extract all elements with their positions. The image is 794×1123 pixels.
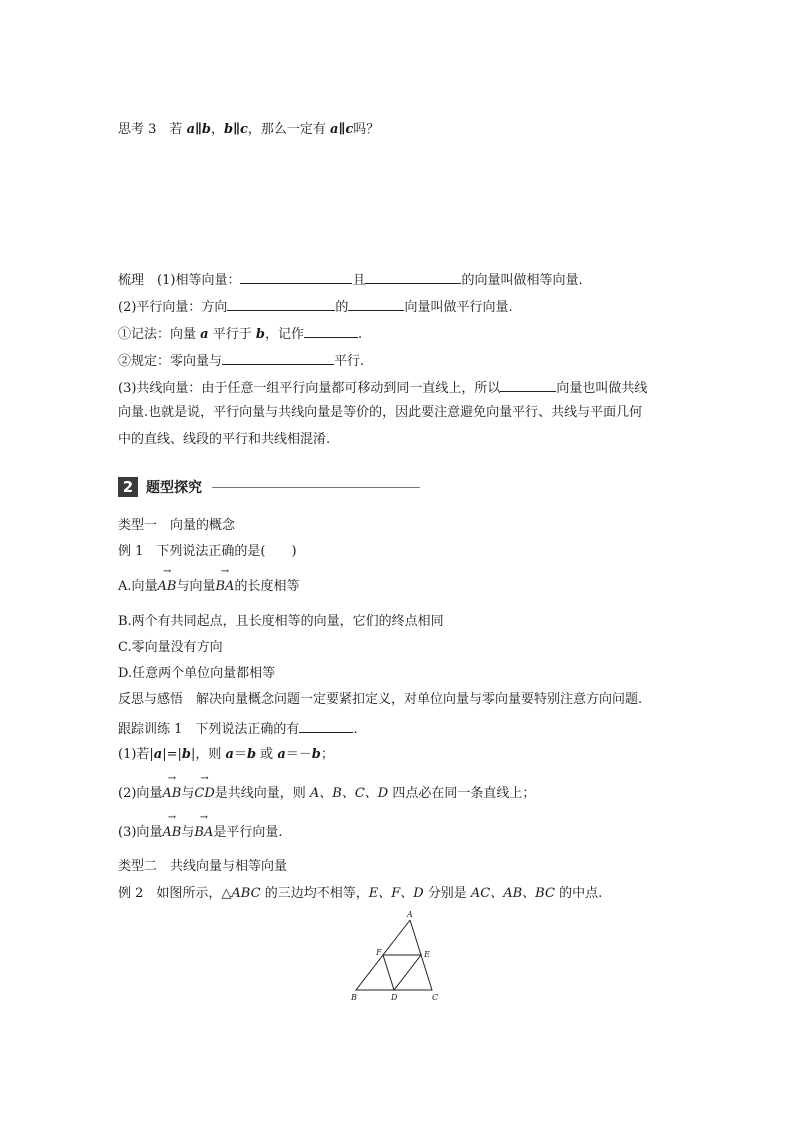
answer-blank[interactable] — [299, 718, 353, 733]
label-d: D — [391, 993, 398, 1002]
label-f: F — [376, 948, 382, 957]
example-1-option-d: D.任意两个单位向量都相等 — [118, 666, 276, 681]
tracking-item-3: (3)向量→ AB与→ BA是平行向量. — [118, 824, 282, 842]
reflection: 反思与感悟 解决向量概念问题一定要紧扣定义，对单位向量与零向量要特别注意方向问题. — [118, 692, 643, 707]
example-2-question: 例 2 如图所示，△ABC 的三边均不相等，E、F、D 分别是 AC、AB、BC 的中点. — [118, 886, 603, 901]
tracking-exercise-1: 跟踪训练 1 下列说法正确的有 . — [118, 718, 358, 739]
tracking-item-2: (2)向量→ AB与→ CD是共线向量，则 A、B、C、D 四点必在同一条直线上； — [118, 785, 535, 803]
summary-line-7: 中的直线、线段的平行和共线相混淆. — [118, 432, 331, 447]
label-c: C — [432, 993, 439, 1002]
label-e: E — [424, 950, 430, 959]
section-divider — [212, 487, 420, 488]
example-1-option-b: B.两个有共同起点，且长度相等的向量，它们的终点相同 — [118, 614, 444, 629]
answer-blank[interactable] — [222, 350, 334, 365]
summary-line-6: 向量.也就是说，平行向量与共线向量是等价的，因此要注意避免向量平行、共线与平面几何 — [118, 405, 643, 420]
midpoint-triangle-def — [383, 955, 421, 990]
summary-line-4: ②规定：零向量与 平行. — [118, 350, 364, 371]
answer-blank[interactable] — [500, 377, 556, 392]
section-title: 题型探究 — [146, 480, 202, 496]
answer-blank[interactable] — [240, 269, 352, 284]
section-header — [118, 476, 420, 498]
summary-line-3: ①记法：向量 a 平行于 b，记作 . — [118, 323, 362, 344]
section-number: 2 — [118, 477, 138, 497]
triangle-figure — [346, 908, 456, 1008]
example-1-option-c: C.零向量没有方向 — [118, 640, 223, 655]
type1-title: 类型一 向量的概念 — [118, 518, 236, 533]
tracking-item-1: (1)若|a|=|b|，则 a＝b 或 a＝－b； — [118, 747, 334, 762]
summary-line-1: 梳理 (1)相等向量： 且 的向量叫做相等向量. — [118, 269, 583, 290]
label-b: B — [351, 993, 357, 1002]
example-1-question: 例 1 下列说法正确的是( ) — [118, 544, 297, 559]
type2-title: 类型二 共线向量与相等向量 — [118, 859, 288, 874]
label-a: A — [407, 910, 413, 919]
summary-line-5: (3)共线向量：由于任意一组平行向量都可移动到同一直线上，所以 向量也叫做共线 — [118, 377, 647, 398]
answer-blank[interactable] — [227, 296, 335, 311]
answer-blank[interactable] — [365, 269, 461, 284]
think-question: 思考 3 若 a∥b，b∥c，那么一定有 a∥c吗？ — [118, 122, 380, 137]
answer-blank[interactable] — [348, 296, 404, 311]
example-1-option-a: A.向量→ AB与向量→ BA的长度相等 — [118, 578, 299, 596]
answer-blank[interactable] — [304, 323, 358, 338]
summary-line-2: (2)平行向量：方向 的 向量叫做平行向量. — [118, 296, 513, 317]
